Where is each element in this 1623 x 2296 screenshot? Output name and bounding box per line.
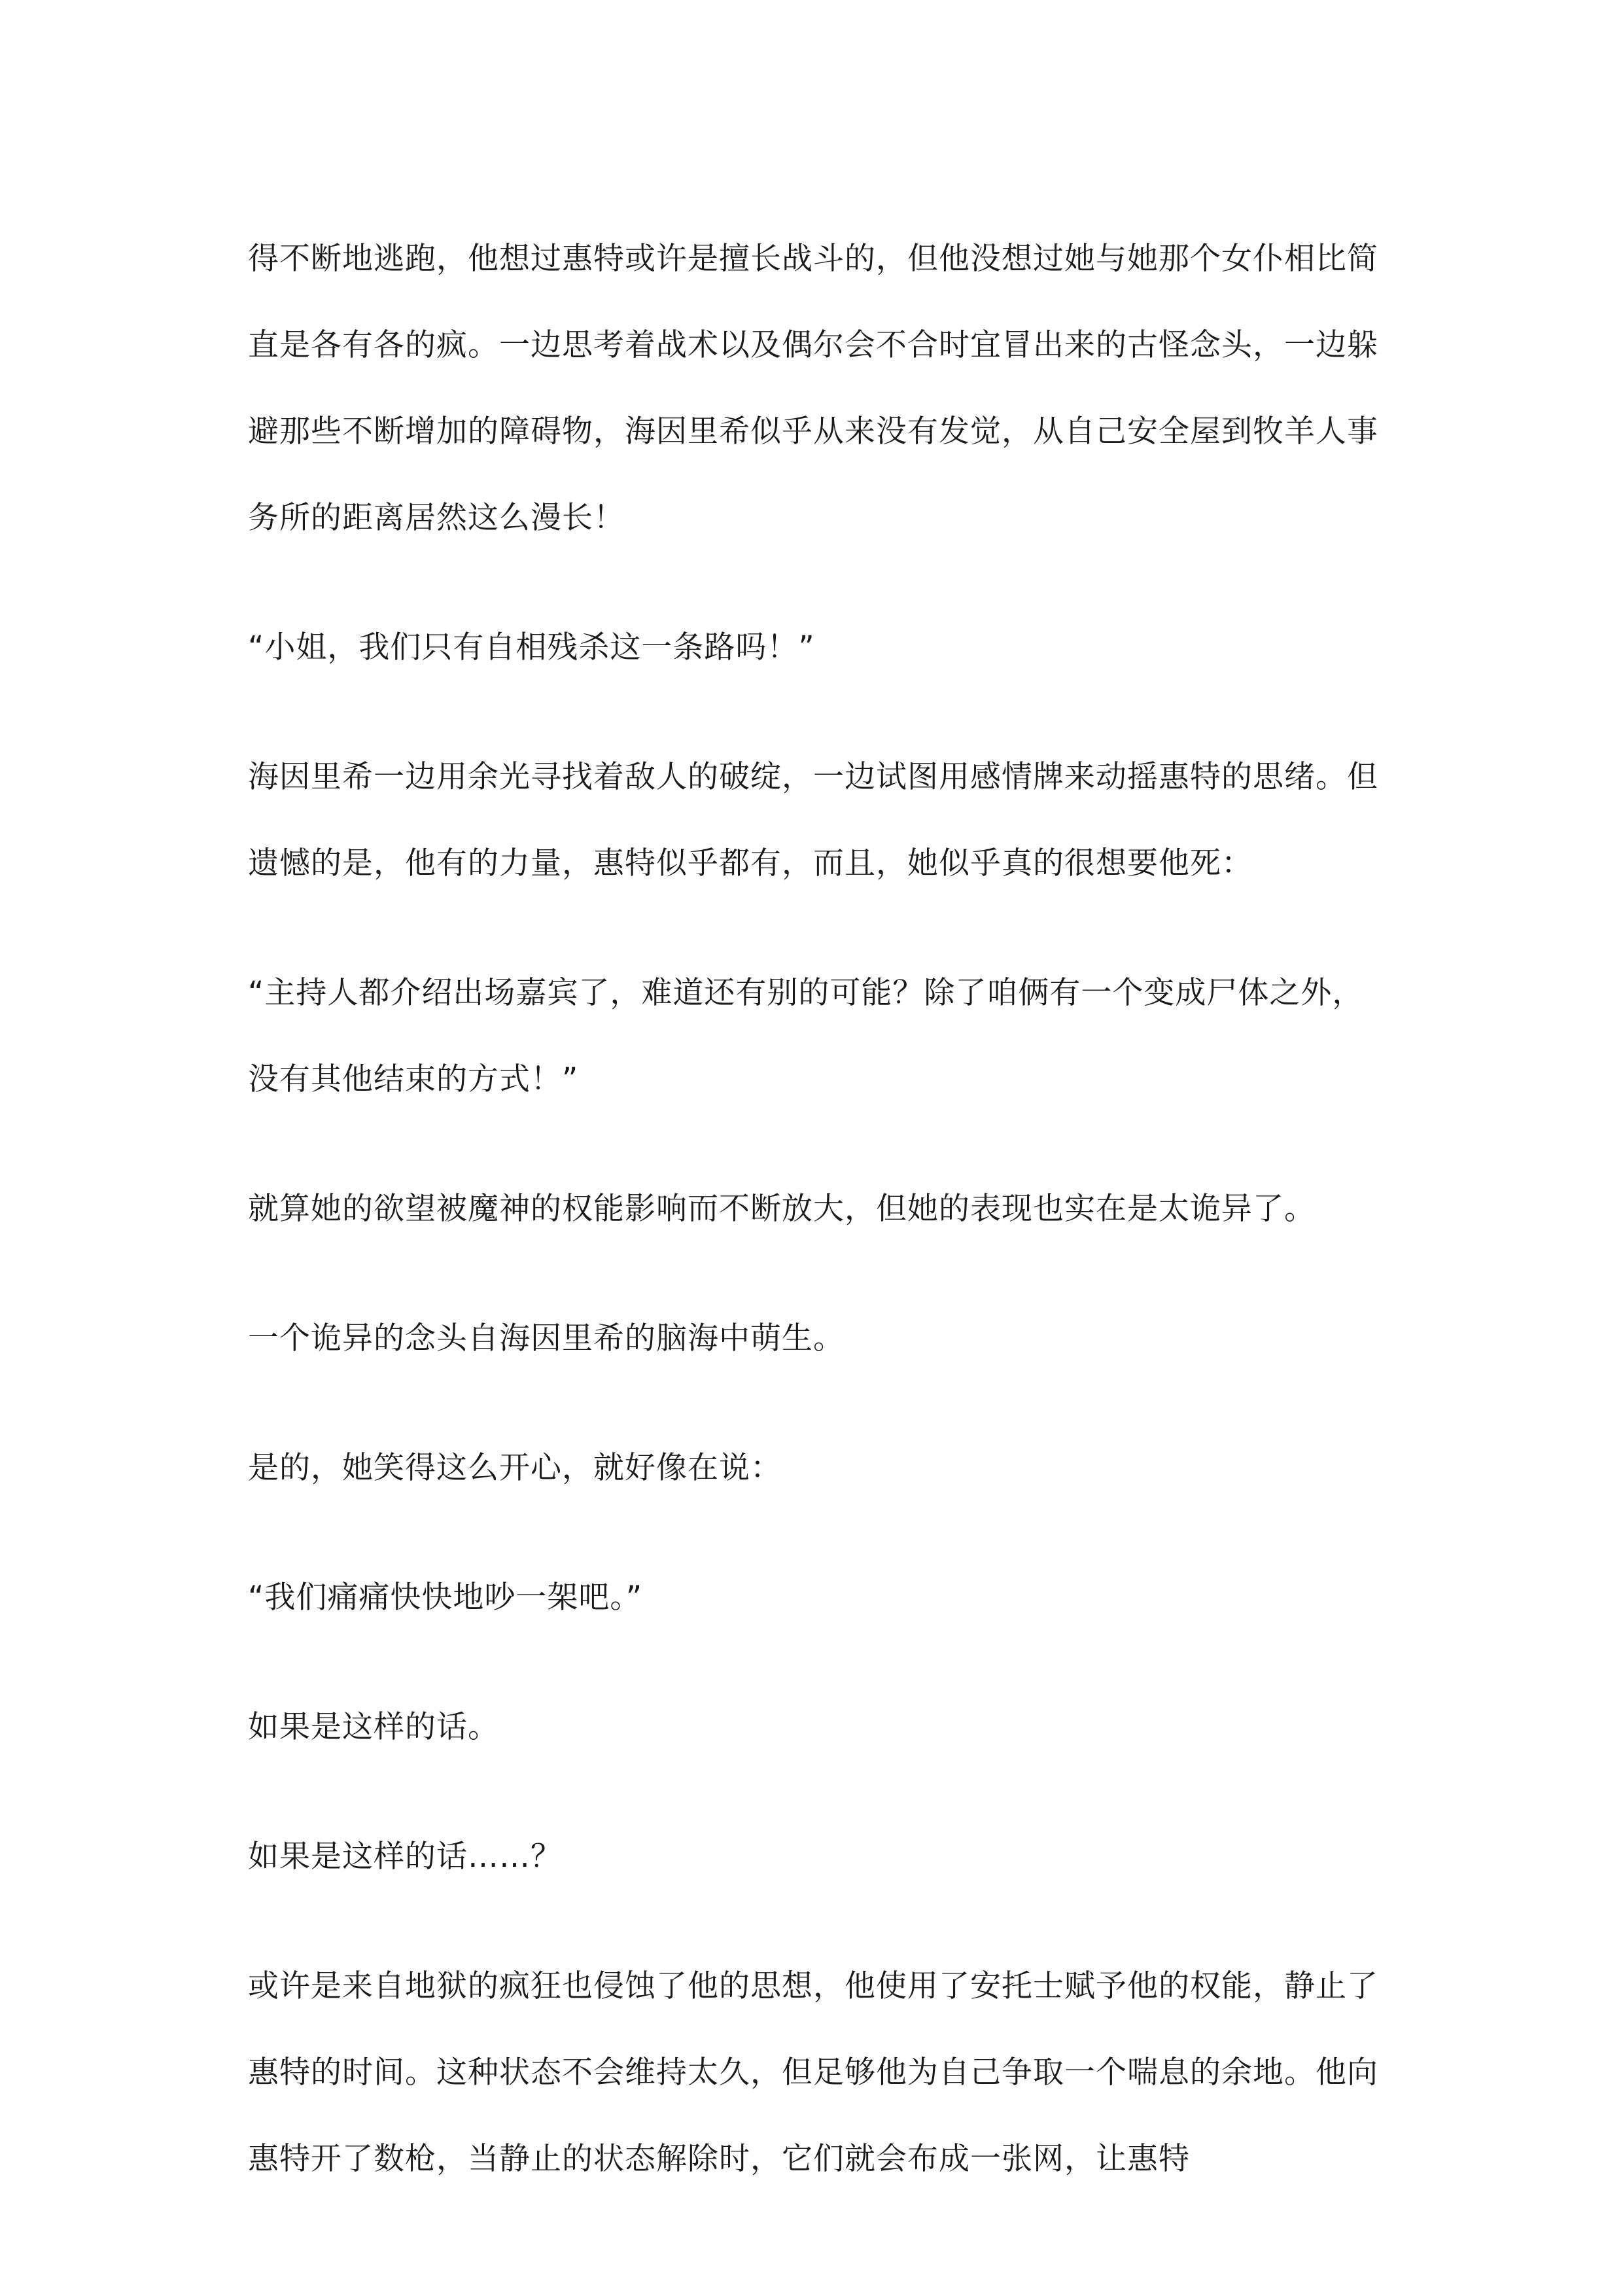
paragraph-11: 或许是来自地狱的疯狂也侵蚀了他的思想，他使用了安托士赋予他的权能，静止了惠特的时间。这种状态不会维持太久，但足够他为自己争取一个喘息的余地。他向惠特开了数枪，当静止的状态解除时，它们就会布成一张网，让惠特 xyxy=(248,1968,1378,2177)
paragraph-8: “我们痛痛快快地吵一架吧。” xyxy=(248,1580,643,1616)
paragraph-3: 海因里希一边用余光寻找着敌人的破绽，一边试图用感情牌来动摇惠特的思绪。但遗憾的是，他有的力量，惠特似乎都有，而且，她似乎真的很想要他死： xyxy=(248,759,1378,881)
paragraph-4: “主持人都介绍出场嘉宾了，难道还有别的可能？除了咱俩有一个变成尸体之外，没有其他结束的方式！” xyxy=(248,975,1364,1097)
paragraph-2: “小姐，我们只有自相残杀这一条路吗！” xyxy=(248,629,815,665)
paragraph-6: 一个诡异的念头自海因里希的脑海中萌生。 xyxy=(248,1320,845,1356)
paragraph-9: 如果是这样的话。 xyxy=(248,1709,499,1745)
paragraph-5: 就算她的欲望被魔神的权能影响而不断放大，但她的表现也实在是太诡异了。 xyxy=(248,1191,1316,1227)
paragraph-10: 如果是这样的话……？ xyxy=(248,1839,562,1875)
paragraph-1: 得不断地逃跑，他想过惠特或许是擅长战斗的，但他没想过她与她那个女仆相比简直是各有各的疯。一边思考着战术以及偶尔会不合时宜冒出来的古怪念头，一边躲避那些不断增加的障碍物，海因里希似乎从来没有发觉，从自己安全屋到牧羊人事务所的距离居然这么漫长！ xyxy=(248,241,1378,536)
paragraph-7: 是的，她笑得这么开心，就好像在说： xyxy=(248,1450,782,1486)
body-text xyxy=(248,216,1380,2246)
